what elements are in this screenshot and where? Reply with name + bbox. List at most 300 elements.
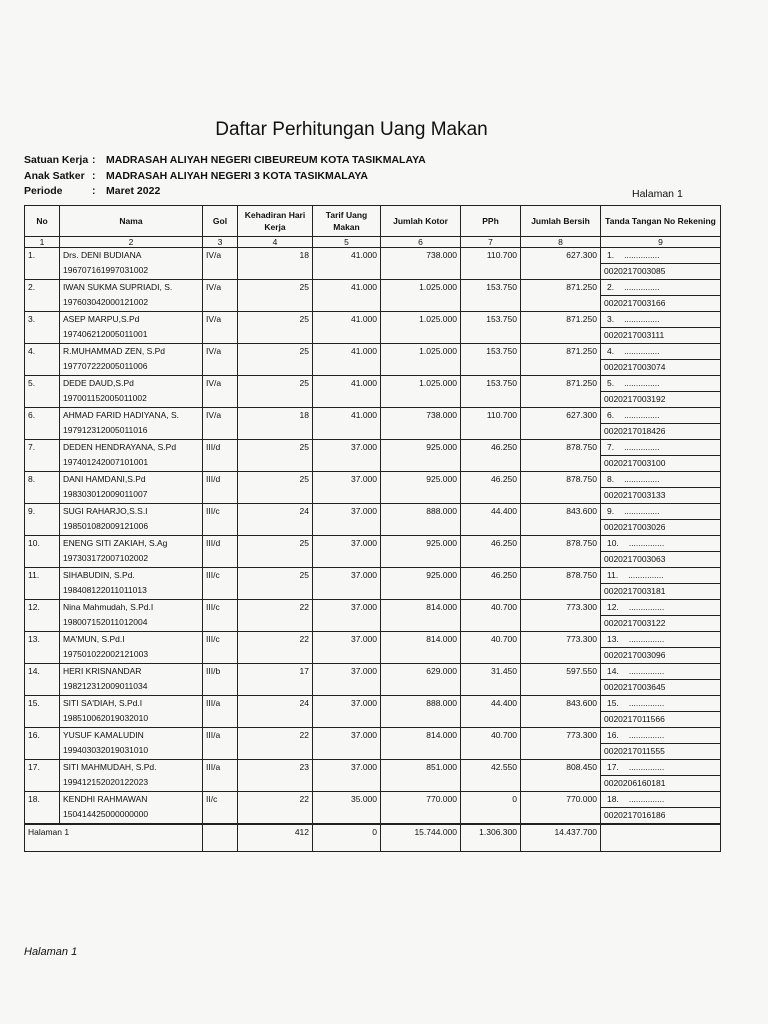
column-number: 3 xyxy=(203,237,238,248)
row-number: 9. xyxy=(25,504,60,536)
jumlah-kotor: 814.000 xyxy=(381,600,461,632)
signature-number: 8. xyxy=(607,474,615,484)
employee-cell xyxy=(60,696,203,728)
signature-line xyxy=(601,280,720,296)
row-number: 16. xyxy=(25,728,60,760)
table-row xyxy=(25,792,721,825)
kehadiran: 25 xyxy=(238,536,313,568)
employee-nip: 197303172007102002 xyxy=(63,553,149,563)
table-row xyxy=(25,344,721,376)
golongan: IV/a xyxy=(203,376,238,408)
signature-cell xyxy=(601,344,721,376)
golongan: IV/a xyxy=(203,344,238,376)
signature-number: 16. xyxy=(607,730,619,740)
signature-line xyxy=(601,760,720,776)
jumlah-bersih: 878.750 xyxy=(521,472,601,504)
signature-line xyxy=(601,632,720,648)
employee-cell xyxy=(60,472,203,504)
pph: 110.700 xyxy=(461,248,521,280)
table-row xyxy=(25,728,721,760)
kehadiran: 25 xyxy=(238,376,313,408)
employee-nip: 199403032019031010 xyxy=(63,745,149,755)
table-row xyxy=(25,664,721,696)
col-header: No xyxy=(25,206,60,237)
row-number: 8. xyxy=(25,472,60,504)
golongan: IV/a xyxy=(203,408,238,440)
table-row xyxy=(25,536,721,568)
signature-line xyxy=(601,248,720,264)
pph: 46.250 xyxy=(461,568,521,600)
employee-name: ENENG SITI ZAKIAH, S.Ag xyxy=(63,538,168,548)
account-number: 0020217003063 xyxy=(604,554,666,564)
signature-line xyxy=(601,408,720,424)
total-gol xyxy=(203,824,238,852)
employee-name: SITI MAHMUDAH, S.Pd. xyxy=(63,762,157,772)
signature-dots: ............... xyxy=(624,282,660,292)
account-number: 0020217018426 xyxy=(604,426,666,436)
tarif: 35.000 xyxy=(313,792,381,825)
jumlah-kotor: 925.000 xyxy=(381,536,461,568)
total-tarif: 0 xyxy=(313,824,381,852)
employee-nip: 198501082009121006 xyxy=(63,521,149,531)
header-row xyxy=(25,206,721,237)
signature-dots: ............... xyxy=(628,666,665,676)
signature-cell xyxy=(601,408,721,440)
signature-number: 2. xyxy=(607,282,615,292)
golongan: III/c xyxy=(203,600,238,632)
employee-cell xyxy=(60,568,203,600)
jumlah-bersih: 627.300 xyxy=(521,408,601,440)
row-number: 2. xyxy=(25,280,60,312)
total-label: Halaman 1 xyxy=(25,824,203,852)
jumlah-bersih: 871.250 xyxy=(521,280,601,312)
signature-dots: ............... xyxy=(628,634,665,644)
tarif: 41.000 xyxy=(313,408,381,440)
account-number: 0020217003645 xyxy=(604,682,666,692)
signature-cell xyxy=(601,376,721,408)
signature-dots: ............... xyxy=(624,442,660,452)
employee-nip: 199412152020122023 xyxy=(63,777,149,787)
employee-cell xyxy=(60,792,203,825)
signature-dots: ............... xyxy=(624,314,660,324)
signature-line xyxy=(601,440,720,456)
table-row xyxy=(25,568,721,600)
account-number: 0020217003085 xyxy=(604,266,666,276)
col-header: PPh xyxy=(461,206,521,237)
employee-cell xyxy=(60,248,203,280)
kehadiran: 22 xyxy=(238,792,313,825)
tarif: 41.000 xyxy=(313,248,381,280)
signature-cell xyxy=(601,504,721,536)
page-indicator: Halaman 1 xyxy=(632,188,683,200)
employee-cell xyxy=(60,344,203,376)
total-jumlah-bersih: 14.437.700 xyxy=(521,824,601,852)
golongan: III/d xyxy=(203,440,238,472)
account-number: 0020217011555 xyxy=(604,746,665,756)
pph: 40.700 xyxy=(461,728,521,760)
col-header: Jumlah Bersih xyxy=(521,206,601,237)
table-row xyxy=(25,632,721,664)
signature-cell xyxy=(601,472,721,504)
signature-cell xyxy=(601,568,721,600)
anak-satker-value: MADRASAH ALIYAH NEGERI 3 KOTA TASIKMALAYA xyxy=(106,170,368,182)
kehadiran: 22 xyxy=(238,600,313,632)
signature-number: 18. xyxy=(607,794,619,804)
kehadiran: 24 xyxy=(238,504,313,536)
signature-line xyxy=(601,568,720,584)
employee-name: ASEP MARPU,S.Pd xyxy=(63,314,140,324)
employee-nip: 197001152005011002 xyxy=(63,393,147,403)
employee-nip: 196707161997031002 xyxy=(63,265,149,275)
signature-number: 15. xyxy=(607,698,619,708)
tarif: 37.000 xyxy=(313,504,381,536)
signature-number: 10. xyxy=(607,538,619,548)
golongan: IV/a xyxy=(203,312,238,344)
signature-line xyxy=(601,696,720,712)
signature-dots: ............... xyxy=(628,602,665,612)
jumlah-bersih: 843.600 xyxy=(521,504,601,536)
tarif: 37.000 xyxy=(313,536,381,568)
pph: 153.750 xyxy=(461,344,521,376)
kehadiran: 18 xyxy=(238,408,313,440)
employee-name: KENDHI RAHMAWAN xyxy=(63,794,148,804)
tarif: 37.000 xyxy=(313,632,381,664)
column-number: 2 xyxy=(60,237,203,248)
employee-cell xyxy=(60,312,203,344)
employee-cell xyxy=(60,600,203,632)
jumlah-bersih: 878.750 xyxy=(521,536,601,568)
golongan: III/a xyxy=(203,760,238,792)
anak-satker-label: Anak Satker xyxy=(24,170,85,182)
employee-name: HERI KRISNANDAR xyxy=(63,666,142,676)
signature-number: 1. xyxy=(607,250,615,260)
signature-number: 13. xyxy=(607,634,619,644)
employee-name: SIHABUDIN, S.Pd. xyxy=(63,570,135,580)
pph: 40.700 xyxy=(461,632,521,664)
signature-dots: ............... xyxy=(628,730,665,740)
jumlah-kotor: 925.000 xyxy=(381,568,461,600)
tarif: 37.000 xyxy=(313,696,381,728)
row-number: 12. xyxy=(25,600,60,632)
jumlah-bersih: 773.300 xyxy=(521,632,601,664)
kehadiran: 25 xyxy=(238,472,313,504)
signature-number: 5. xyxy=(607,378,615,388)
employee-nip: 198408122011011013 xyxy=(63,585,147,595)
signature-cell xyxy=(601,696,721,728)
jumlah-bersih: 871.250 xyxy=(521,344,601,376)
jumlah-kotor: 629.000 xyxy=(381,664,461,696)
col-header: Gol xyxy=(203,206,238,237)
pph: 153.750 xyxy=(461,376,521,408)
account-number: 0020217003166 xyxy=(604,298,666,308)
total-signature xyxy=(601,824,721,852)
tarif: 41.000 xyxy=(313,344,381,376)
pph: 42.550 xyxy=(461,760,521,792)
tarif: 41.000 xyxy=(313,312,381,344)
row-number: 15. xyxy=(25,696,60,728)
signature-dots: ............... xyxy=(624,378,660,388)
employee-nip: 197603042000121002 xyxy=(63,297,149,307)
employee-nip: 197912312005011016 xyxy=(63,425,148,435)
document-title: Daftar Perhitungan Uang Makan xyxy=(215,119,488,140)
signature-number: 9. xyxy=(607,506,615,516)
tarif: 37.000 xyxy=(313,472,381,504)
total-pph: 1.306.300 xyxy=(461,824,521,852)
signature-line xyxy=(601,312,720,328)
table-row xyxy=(25,600,721,632)
row-number: 10. xyxy=(25,536,60,568)
employee-name: SUGI RAHARJO,S.S.I xyxy=(63,506,148,516)
jumlah-kotor: 1.025.000 xyxy=(381,312,461,344)
total-row xyxy=(25,824,721,852)
employee-name: IWAN SUKMA SUPRIADI, S. xyxy=(63,282,173,292)
golongan: III/b xyxy=(203,664,238,696)
signature-dots: ............... xyxy=(628,570,664,580)
row-number: 3. xyxy=(25,312,60,344)
signature-number: 17. xyxy=(607,762,619,772)
jumlah-kotor: 888.000 xyxy=(381,696,461,728)
row-number: 7. xyxy=(25,440,60,472)
golongan: III/a xyxy=(203,696,238,728)
golongan: IV/a xyxy=(203,280,238,312)
account-number: 0020217003096 xyxy=(604,650,666,660)
signature-number: 6. xyxy=(607,410,615,420)
row-number: 1. xyxy=(25,248,60,280)
account-number: 0020217011566 xyxy=(604,714,665,724)
tarif: 37.000 xyxy=(313,440,381,472)
signature-number: 4. xyxy=(607,346,615,356)
signature-line xyxy=(601,472,720,488)
total-jumlah-kotor: 15.744.000 xyxy=(381,824,461,852)
employee-name: YUSUF KAMALUDIN xyxy=(63,730,144,740)
employee-nip: 198510062019032010 xyxy=(63,713,149,723)
signature-dots: ............... xyxy=(628,762,665,772)
signature-cell xyxy=(601,664,721,696)
pph: 153.750 xyxy=(461,280,521,312)
jumlah-kotor: 1.025.000 xyxy=(381,280,461,312)
column-number-row xyxy=(25,237,721,248)
satuan-kerja-value: MADRASAH ALIYAH NEGERI CIBEUREUM KOTA TASIKMALAYA xyxy=(106,154,426,166)
jumlah-bersih: 773.300 xyxy=(521,728,601,760)
employee-name: AHMAD FARID HADIYANA, S. xyxy=(63,410,180,420)
employee-cell xyxy=(60,728,203,760)
kehadiran: 23 xyxy=(238,760,313,792)
employee-name: DEDE DAUD,S.Pd xyxy=(63,378,134,388)
pph: 44.400 xyxy=(461,696,521,728)
meal-allowance-table xyxy=(24,205,721,852)
golongan: IV/a xyxy=(203,248,238,280)
kehadiran: 17 xyxy=(238,664,313,696)
total-kehadiran: 412 xyxy=(238,824,313,852)
tarif: 37.000 xyxy=(313,728,381,760)
table-row xyxy=(25,504,721,536)
kehadiran: 24 xyxy=(238,696,313,728)
row-number: 6. xyxy=(25,408,60,440)
table-row xyxy=(25,408,721,440)
account-number: 0020217003181 xyxy=(604,586,666,596)
row-number: 5. xyxy=(25,376,60,408)
pph: 153.750 xyxy=(461,312,521,344)
signature-dots: ............... xyxy=(624,410,660,420)
signature-cell xyxy=(601,248,721,280)
golongan: III/a xyxy=(203,728,238,760)
table-row xyxy=(25,312,721,344)
employee-nip: 198303012009011007 xyxy=(63,489,148,499)
jumlah-kotor: 888.000 xyxy=(381,504,461,536)
jumlah-bersih: 773.300 xyxy=(521,600,601,632)
signature-dots: ............... xyxy=(628,794,665,804)
signature-number: 14. xyxy=(607,666,619,676)
golongan: II/c xyxy=(203,792,238,825)
pph: 44.400 xyxy=(461,504,521,536)
jumlah-kotor: 851.000 xyxy=(381,760,461,792)
column-number: 4 xyxy=(238,237,313,248)
employee-name: DANI HAMDANI,S.Pd xyxy=(63,474,146,484)
golongan: III/c xyxy=(203,504,238,536)
jumlah-bersih: 770.000 xyxy=(521,792,601,825)
signature-cell xyxy=(601,600,721,632)
account-number: 0020217016186 xyxy=(604,810,666,820)
jumlah-kotor: 738.000 xyxy=(381,248,461,280)
anak-satker-line: Anak Satker : MADRASAH ALIYAH NEGERI 3 KOTA TASIKMALAYA xyxy=(24,170,368,182)
tarif: 37.000 xyxy=(313,600,381,632)
kehadiran: 25 xyxy=(238,312,313,344)
employee-nip: 197406212005011001 xyxy=(63,329,148,339)
signature-cell xyxy=(601,792,721,825)
satuan-kerja-label: Satuan Kerja xyxy=(24,154,89,166)
employee-name: Drs. DENI BUDIANA xyxy=(63,250,142,260)
employee-cell xyxy=(60,408,203,440)
pph: 46.250 xyxy=(461,472,521,504)
tarif: 41.000 xyxy=(313,376,381,408)
golongan: III/d xyxy=(203,536,238,568)
jumlah-kotor: 814.000 xyxy=(381,728,461,760)
table-row xyxy=(25,760,721,792)
signature-number: 11. xyxy=(607,570,619,580)
tarif: 37.000 xyxy=(313,760,381,792)
signature-line xyxy=(601,344,720,360)
col-header: Jumlah Kotor xyxy=(381,206,461,237)
jumlah-bersih: 878.750 xyxy=(521,440,601,472)
pph: 46.250 xyxy=(461,536,521,568)
table-row xyxy=(25,696,721,728)
signature-dots: ............... xyxy=(624,506,660,516)
account-number: 0020206160181 xyxy=(604,778,666,788)
employee-name: DEDEN HENDRAYANA, S.Pd xyxy=(63,442,177,452)
row-number: 17. xyxy=(25,760,60,792)
signature-line xyxy=(601,728,720,744)
column-number: 5 xyxy=(313,237,381,248)
column-number: 8 xyxy=(521,237,601,248)
employee-nip: 198007152011012004 xyxy=(63,617,148,627)
row-number: 18. xyxy=(25,792,60,825)
employee-nip: 197501022002121003 xyxy=(63,649,149,659)
jumlah-kotor: 1.025.000 xyxy=(381,344,461,376)
signature-number: 7. xyxy=(607,442,615,452)
signature-cell xyxy=(601,440,721,472)
jumlah-bersih: 878.750 xyxy=(521,568,601,600)
col-header: Nama xyxy=(60,206,203,237)
jumlah-kotor: 738.000 xyxy=(381,408,461,440)
column-number: 9 xyxy=(601,237,721,248)
periode-value: Maret 2022 xyxy=(106,185,161,197)
signature-cell xyxy=(601,632,721,664)
table-row xyxy=(25,440,721,472)
employee-cell xyxy=(60,760,203,792)
account-number: 0020217003111 xyxy=(604,330,665,340)
pph: 31.450 xyxy=(461,664,521,696)
jumlah-kotor: 770.000 xyxy=(381,792,461,825)
signature-line xyxy=(601,664,720,680)
jumlah-kotor: 925.000 xyxy=(381,472,461,504)
jumlah-bersih: 843.600 xyxy=(521,696,601,728)
col-header: Tanda Tangan No Rekening xyxy=(601,206,721,237)
satuan-kerja-line: Satuan Kerja : MADRASAH ALIYAH NEGERI CIBEUREUM KOTA TASIKMALAYA xyxy=(24,154,426,166)
pph: 40.700 xyxy=(461,600,521,632)
pph: 0 xyxy=(461,792,521,825)
tarif: 37.000 xyxy=(313,568,381,600)
table-row xyxy=(25,376,721,408)
row-number: 11. xyxy=(25,568,60,600)
jumlah-bersih: 871.250 xyxy=(521,376,601,408)
tarif: 37.000 xyxy=(313,664,381,696)
account-number: 0020217003026 xyxy=(604,522,666,532)
employee-nip: 198212312009011034 xyxy=(63,681,148,691)
jumlah-kotor: 814.000 xyxy=(381,632,461,664)
golongan: III/c xyxy=(203,568,238,600)
employee-name: MA'MUN, S.Pd.I xyxy=(63,634,125,644)
column-number: 7 xyxy=(461,237,521,248)
tarif: 41.000 xyxy=(313,280,381,312)
signature-number: 3. xyxy=(607,314,615,324)
employee-cell xyxy=(60,504,203,536)
signature-cell xyxy=(601,728,721,760)
kehadiran: 25 xyxy=(238,440,313,472)
golongan: III/d xyxy=(203,472,238,504)
jumlah-bersih: 871.250 xyxy=(521,312,601,344)
pph: 46.250 xyxy=(461,440,521,472)
signature-line xyxy=(601,792,720,808)
employee-cell xyxy=(60,376,203,408)
page-footer: Halaman 1 xyxy=(24,946,78,958)
signature-dots: ............... xyxy=(628,538,665,548)
jumlah-kotor: 925.000 xyxy=(381,440,461,472)
kehadiran: 22 xyxy=(238,728,313,760)
jumlah-kotor: 1.025.000 xyxy=(381,376,461,408)
signature-dots: ............... xyxy=(624,250,660,260)
golongan: III/c xyxy=(203,632,238,664)
kehadiran: 25 xyxy=(238,568,313,600)
col-header: Tarif Uang Makan xyxy=(313,206,381,237)
column-number: 1 xyxy=(25,237,60,248)
account-number: 0020217003133 xyxy=(604,490,666,500)
table-row xyxy=(25,248,721,280)
row-number: 13. xyxy=(25,632,60,664)
table-row xyxy=(25,280,721,312)
signature-cell xyxy=(601,760,721,792)
employee-cell xyxy=(60,280,203,312)
pph: 110.700 xyxy=(461,408,521,440)
jumlah-bersih: 808.450 xyxy=(521,760,601,792)
signature-cell xyxy=(601,536,721,568)
kehadiran: 18 xyxy=(238,248,313,280)
periode-line: Periode : Maret 2022 xyxy=(24,185,161,197)
signature-cell xyxy=(601,280,721,312)
employee-cell xyxy=(60,632,203,664)
signature-number: 12. xyxy=(607,602,619,612)
signature-dots: ............... xyxy=(628,698,665,708)
employee-name: Nina Mahmudah, S.Pd.I xyxy=(63,602,154,612)
